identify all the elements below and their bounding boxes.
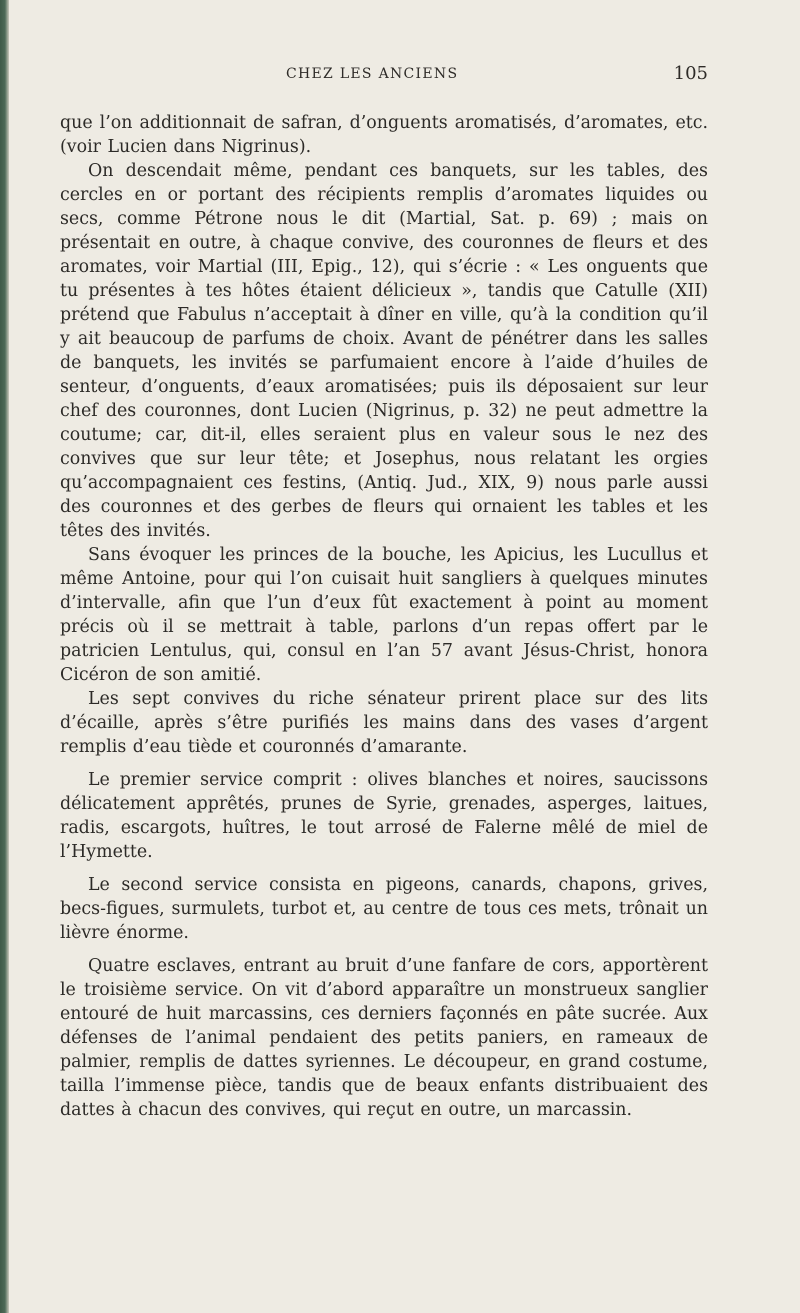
paragraph-third-service: Quatre esclaves, entrant au bruit d’une fanfare de cors, apportèrent le troisième service. On vit d’abord apparaître un monstrueux sanglier entouré de huit marcassins, ces derniers façonnés en pâte sucrée. Aux défenses de l’animal pendaient des petits paniers, en rameaux de palmier, remplis de dattes syriennes. Le découpeur, en grand costume, tailla l’immense pièce, tandis que de beaux enfants distribuaient des dattes à chacun des convives, qui reçut en outre, un marcassin. [60, 956, 708, 1120]
paragraph-lentulus-banquet: Sans évoquer les princes de la bouche, les Apicius, les Lucullus et même Antoine, pour qui l’on cuisait huit sangliers à quelques minutes d’intervalle, afin que l’un d’eux fût exactement à point au moment précis où il se mettrait à table, parlons d’un repas offert par le patricien Lentulus, qui, consul en l’an 57 avant Jésus-Christ, honora Cicéron de son amitié. [60, 545, 708, 685]
page-header [60, 63, 708, 90]
paragraph-aromatics: On descendait même, pendant ces banquets, sur les tables, des cercles en or portant des récipients remplis d’aromates liquides ou secs, comme Pétrone nous le dit (Martial, Sat. p. 69) ; mais on présentait en outre, à chaque convive, des couronnes de fleurs et des aromates, voir Martial (III, Epig., 12), qui s’écrie : « Les onguents que tu présentes à tes hôtes étaient délicieux », tandis que Catulle (XII) prétend que Fabulus n’acceptait à dîner en ville, qu’à la condition qu’il y ait beaucoup de parfums de choix. Avant de pénétrer dans les salles de banquets, les invités se parfumaient encore à l’aide d’huiles de senteur, d’onguents, d’eaux aromatisées; puis ils déposaient sur leur chef des couronnes, dont Lucien (Nigrinus, p. 32) ne peut admettre la coutume; car, dit-il, elles seraient plus en valeur sous le nez des convives que sur leur tête; et Josephus, nous relatant les orgies qu’accompagnaient ces festins, (Antiq. Jud., XIX, 9) nous parle aussi des couronnes et des gerbes de fleurs qui ornaient les tables et les têtes des invités. [60, 161, 708, 541]
paragraph-continuation: que l’on additionnait de safran, d’onguents aromatisés, d’aromates, etc. (voir Lucien dans Nigrinus). [60, 113, 708, 157]
paragraph-first-service: Le premier service comprit : olives blanches et noires, saucissons délicatement apprêtés, prunes de Syrie, grenades, asperges, laitues, radis, escargots, huîtres, le tout arrosé de Falerne mêlé de miel de l’Hymette. [60, 770, 708, 862]
binding-edge [0, 0, 9, 1313]
running-title: CHEZ LES ANCIENS [286, 66, 459, 82]
page-number: 105 [673, 63, 708, 84]
text-body [60, 111, 708, 1122]
paragraph-second-service: Le second service consista en pigeons, canards, chapons, grives, becs-figues, surmulets, turbot et, au centre de tous ces mets, trônait un lièvre énorme. [60, 875, 708, 943]
paragraph-guests: Les sept convives du riche sénateur prirent place sur des lits d’écaille, après s’être purifiés les mains dans des vases d’argent remplis d’eau tiède et couronnés d’amarante. [60, 689, 708, 757]
